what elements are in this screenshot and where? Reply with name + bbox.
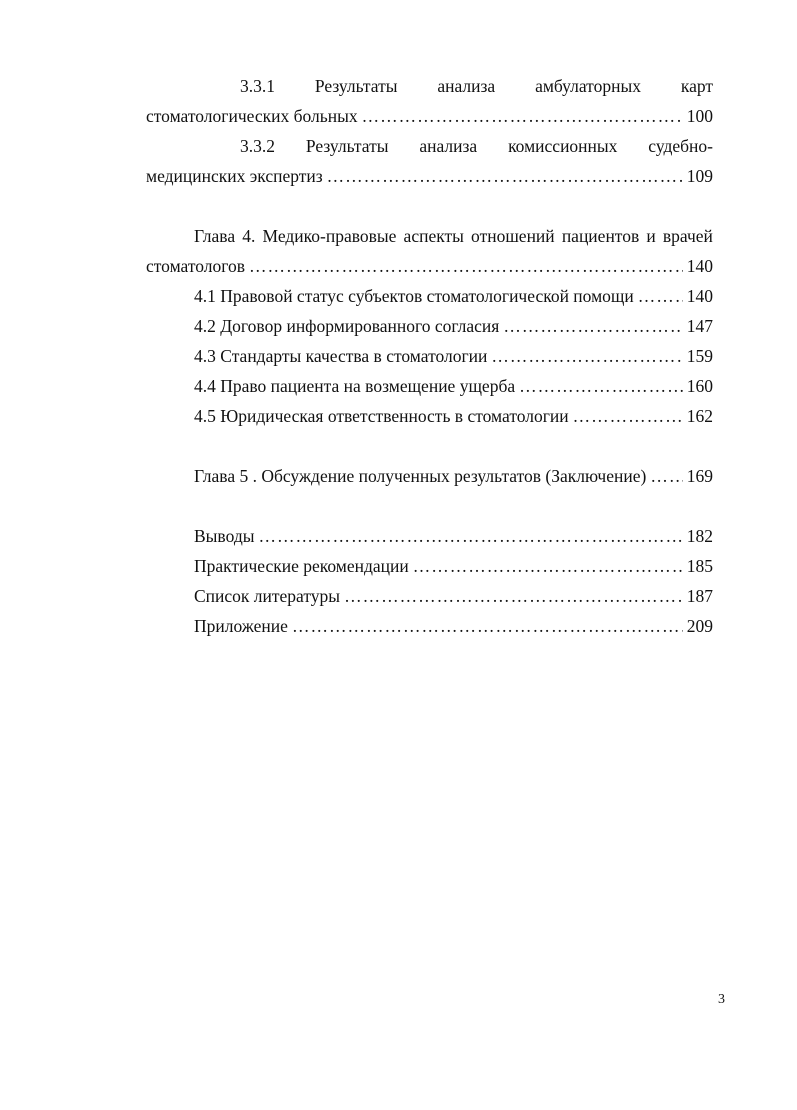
toc-chapter-4-heading [194,226,713,246]
leader-dots [413,556,683,576]
page-ref: 182 [686,526,713,546]
page-ref: 185 [686,556,713,576]
heading-word: врачей [662,226,713,246]
toc-heading-3-3-1 [240,76,713,96]
heading-word: амбулаторных [535,76,641,96]
page-ref: 159 [686,346,713,366]
page-ref: 109 [686,166,713,186]
heading-word: отношений [471,226,555,246]
toc-entry-conclusions [194,526,713,546]
toc-heading-3-3-2 [240,136,713,156]
page-ref: 140 [686,256,713,276]
entry-label: Практические рекомендации [194,556,409,576]
heading-word: анализа [437,76,496,96]
section-number: 3.3.1 [240,76,275,96]
entry-label: стоматологических больных [146,106,358,126]
page-ref: 209 [686,616,713,636]
heading-word: Медико-правовые [262,226,397,246]
toc-entry-4-2 [194,316,713,336]
leader-dots [519,376,683,396]
entry-label: Приложение [194,616,288,636]
entry-label: стоматологов [146,256,246,276]
leader-dots [503,316,682,336]
heading-word: анализа [419,136,478,156]
leader-dots [573,406,683,426]
heading-word: и [646,226,656,246]
entry-label: Список литературы [194,586,341,606]
toc-entry-3-3-1 [146,106,713,126]
toc-entry-references [194,586,713,606]
leader-dots [638,286,683,306]
toc-entry-4-3 [194,346,713,366]
page-ref: 162 [686,406,713,426]
heading-word: аспекты [403,226,464,246]
heading-word: комиссионных [508,136,618,156]
toc-entry-chapter-5 [194,466,713,486]
heading-word: Результаты [314,76,398,96]
heading-word: 4. [242,226,256,246]
leader-dots [327,166,683,186]
page-ref: 140 [686,286,713,306]
entry-label: 4.4 Право пациента на возмещение ущерба [194,376,516,396]
toc-entry-4-5 [194,406,713,426]
toc-entry-recommendations [194,556,713,576]
heading-word: Глава [194,226,236,246]
section-number: 3.3.2 [240,136,275,156]
leader-dots [249,256,683,276]
heading-word: судебно- [648,136,713,156]
entry-label: 4.1 Правовой статус субъектов стоматологической помощи [194,286,634,306]
page-ref: 100 [686,106,713,126]
heading-word: Результаты [305,136,389,156]
toc-entry-appendix [194,616,713,636]
toc-entry-4-4 [194,376,713,396]
entry-label: Глава 5 . Обсуждение полученных результатов (Заключение) [194,466,647,486]
page-ref: 169 [686,466,713,486]
page-ref: 187 [686,586,713,606]
page-ref: 160 [686,376,713,396]
entry-label: медицинских экспертиз [146,166,323,186]
leader-dots [292,616,683,636]
entry-label: Выводы [194,526,255,546]
leader-dots [650,466,682,486]
entry-label: 4.5 Юридическая ответственность в стоматологии [194,406,569,426]
page-number: 3 [718,992,725,1007]
toc-entry-chapter-4 [146,256,713,276]
leader-dots [344,586,683,606]
toc-entry-4-1 [194,286,713,306]
entry-label: 4.3 Стандарты качества в стоматологии [194,346,488,366]
leader-dots [258,526,682,546]
toc-entry-3-3-2 [146,166,713,186]
leader-dots [491,346,682,366]
leader-dots [362,106,683,126]
entry-label: 4.2 Договор информированного согласия [194,316,500,336]
heading-word: пациентов [561,226,640,246]
heading-word: карт [680,76,713,96]
page-ref: 147 [686,316,713,336]
